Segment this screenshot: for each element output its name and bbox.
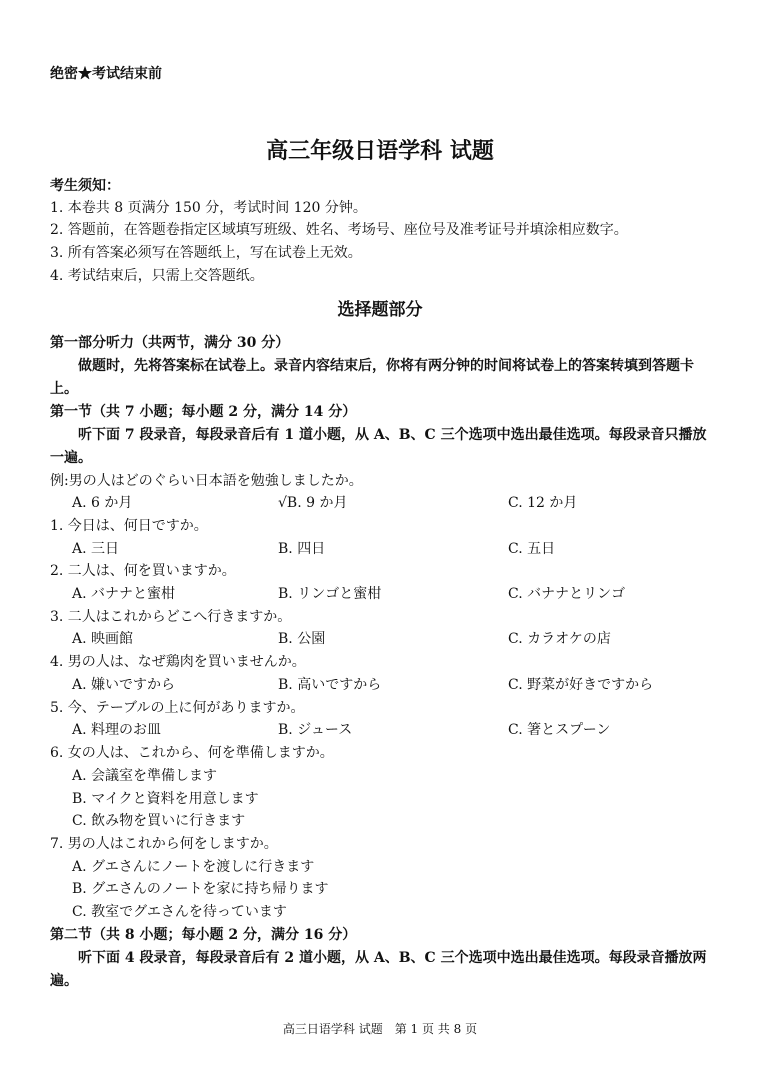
option-a: A. バナナと蜜柑 [72,586,176,602]
part1-heading: 第一部分听力（共两节，满分 30 分） [50,335,290,351]
option-b: B. 四日 [278,541,326,557]
part1-instruction: 做题时，先将答案标在试卷上。录音内容结束后，你将有两分钟的时间将试卷上的答案转填到答题卡上。 [50,358,694,397]
option-a: A. 嫌いですから [72,677,176,693]
sec2-heading: 第二节（共 8 小题；每小题 2 分，满分 16 分） [50,927,357,943]
option-c: C. バナナとリンゴ [508,586,626,602]
sec2-instruction: 听下面 4 段录音，每段录音后有 2 道小题，从 A、B、C 三个选项中选出最佳选项。每段录音播放两遍。 [50,950,707,989]
example-option-b [278,493,347,513]
option-b: B. マイクと資料を用意します [72,791,259,807]
page-footer: 高三日语学科 试题 第 1 页 共 8 页 [282,1022,478,1036]
question: 7. 男の人はこれから何をしますか。 [50,836,278,852]
section-title: 选择题部分 [337,300,423,320]
example-question: 例:男の人はどのぐらい日本語を勉強しましたか。 [50,473,363,489]
option-a: A. 料理のお皿 [72,722,162,738]
option-c: C. 野菜が好きですから [508,677,654,693]
question: 6. 女の人は、これから、何を準備しますか。 [50,745,334,761]
question: 2. 二人は、何を買いますか。 [50,563,236,579]
notice-item: 4. 考试结束后，只需上交答题纸。 [50,268,264,284]
notice-item: 2. 答题前，在答题卷指定区域填写班级、姓名、考场号、座位号及准考证号并填涂相应数字。 [50,222,628,238]
example-option-c: C. 12 か月 [508,495,578,511]
option-a: A. 会議室を準備します [72,768,218,784]
option-c: C. カラオケの店 [508,631,611,647]
example-option-b-label: B. 9 か月 [286,495,348,511]
option-c: C. 箸とスプーン [508,722,611,738]
question: 5. 今、テーブルの上に何がありますか。 [50,700,305,716]
question: 3. 二人はこれからどこへ行きますか。 [50,609,292,625]
question: 4. 男の人は、なぜ鶏肉を買いませんか。 [50,654,306,670]
option-b: B. ジュース [278,722,353,738]
exam-title: 高三年级日语学科 试题 [266,138,494,164]
option-b: B. 高いですから [278,677,382,693]
secret-mark: 绝密★考试结束前 [50,66,162,82]
option-c: C. 飲み物を買いに行きます [72,813,246,829]
option-a: A. 映画館 [72,631,134,647]
check-mark-icon: √ [278,495,287,511]
example-option-a: A. 6 か月 [72,495,133,511]
notice-item: 1. 本卷共 8 页满分 150 分，考试时间 120 分钟。 [50,200,367,216]
option-b: B. 公園 [278,631,326,647]
sec1-instruction: 听下面 7 段录音，每段录音后有 1 道小题，从 A、B、C 三个选项中选出最佳选项。每段录音只播放一遍。 [50,427,707,466]
option-c: C. 五日 [508,541,556,557]
option-b: B. グエさんのノートを家に持ち帰ります [72,881,329,897]
option-b: B. リンゴと蜜柑 [278,586,382,602]
notice-heading: 考生须知： [50,178,120,194]
sec1-heading: 第一节（共 7 小题；每小题 2 分，满分 14 分） [50,404,357,420]
option-a: A. 三日 [72,541,120,557]
notice-item: 3. 所有答案必须写在答题纸上，写在试卷上无效。 [50,245,362,261]
option-a: A. グエさんにノートを渡しに行きます [72,859,315,875]
option-c: C. 教室でグエさんを待っています [72,904,287,920]
question: 1. 今日は、何日ですか。 [50,518,208,534]
